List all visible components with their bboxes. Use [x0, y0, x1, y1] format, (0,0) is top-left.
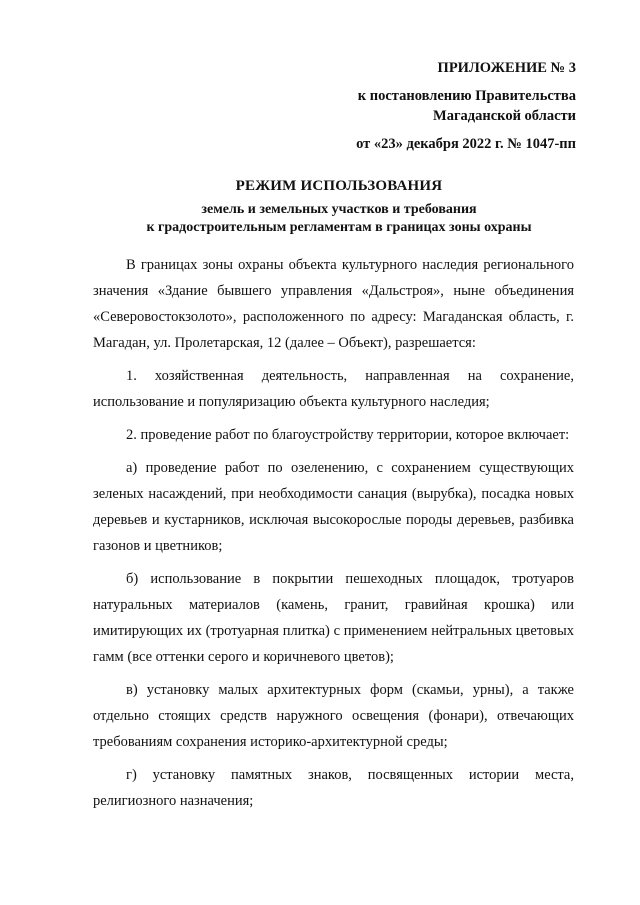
appendix-date-line: от «23» декабря 2022 г. № 1047-пп [356, 136, 576, 152]
document-heading [64, 175, 614, 237]
document-title: РЕЖИМ ИСПОЛЬЗОВАНИЯ [235, 178, 443, 194]
appendix-title: ПРИЛОЖЕНИЕ № 3 [437, 60, 576, 76]
appendix-resolution-line: к постановлению Правительства [357, 88, 576, 104]
item-2b-paragraph: б) использование в покрытии пешеходных площадок, тротуаров натуральных материалов (камень, гранит, гравийная крошка) или имитирующих их (тротуарная плитка) с применением нейтральных цветовых гамм (все оттенки серого и коричневого цветов); [93, 571, 574, 665]
appendix-block [300, 58, 576, 154]
document-subtitle-line-2: к градостроительным регламентам в границах зоны охраны [146, 220, 532, 235]
item-1-paragraph: 1. хозяйственная деятельность, направленная на сохранение, использование и популяризацию объекта культурного наследия; [93, 368, 574, 410]
item-2d-paragraph: г) установку памятных знаков, посвященных истории места, религиозного назначения; [93, 767, 574, 809]
document-body [93, 252, 574, 821]
item-2-paragraph: 2. проведение работ по благоустройству территории, которое включает: [126, 427, 570, 443]
item-2a-paragraph: а) проведение работ по озеленению, с сохранением существующих зеленых насаждений, при необходимости санация (вырубка), посадка новых деревьев и кустарников, исключая высокорослые породы деревьев, разбивка газонов и цветников; [93, 460, 574, 554]
appendix-region-line: Магаданской области [433, 108, 576, 124]
item-2c-paragraph: в) установку малых архитектурных форм (скамьи, урны), а также отдельно стоящих средств наружного освещения (фонари), отвечающих требованиям сохранения историко-архитектурной среды; [93, 682, 574, 750]
intro-paragraph: В границах зоны охраны объекта культурного наследия регионального значения «Здание бывшего управления «Дальстроя», ныне объединения «Северовостокзолото», расположенного по адресу: Магаданская область, г. Магадан, ул. Пролетарская, 12 (далее – Объект), разрешается: [93, 257, 574, 351]
document-subtitle-line-1: земель и земельных участков и требования [201, 202, 477, 217]
